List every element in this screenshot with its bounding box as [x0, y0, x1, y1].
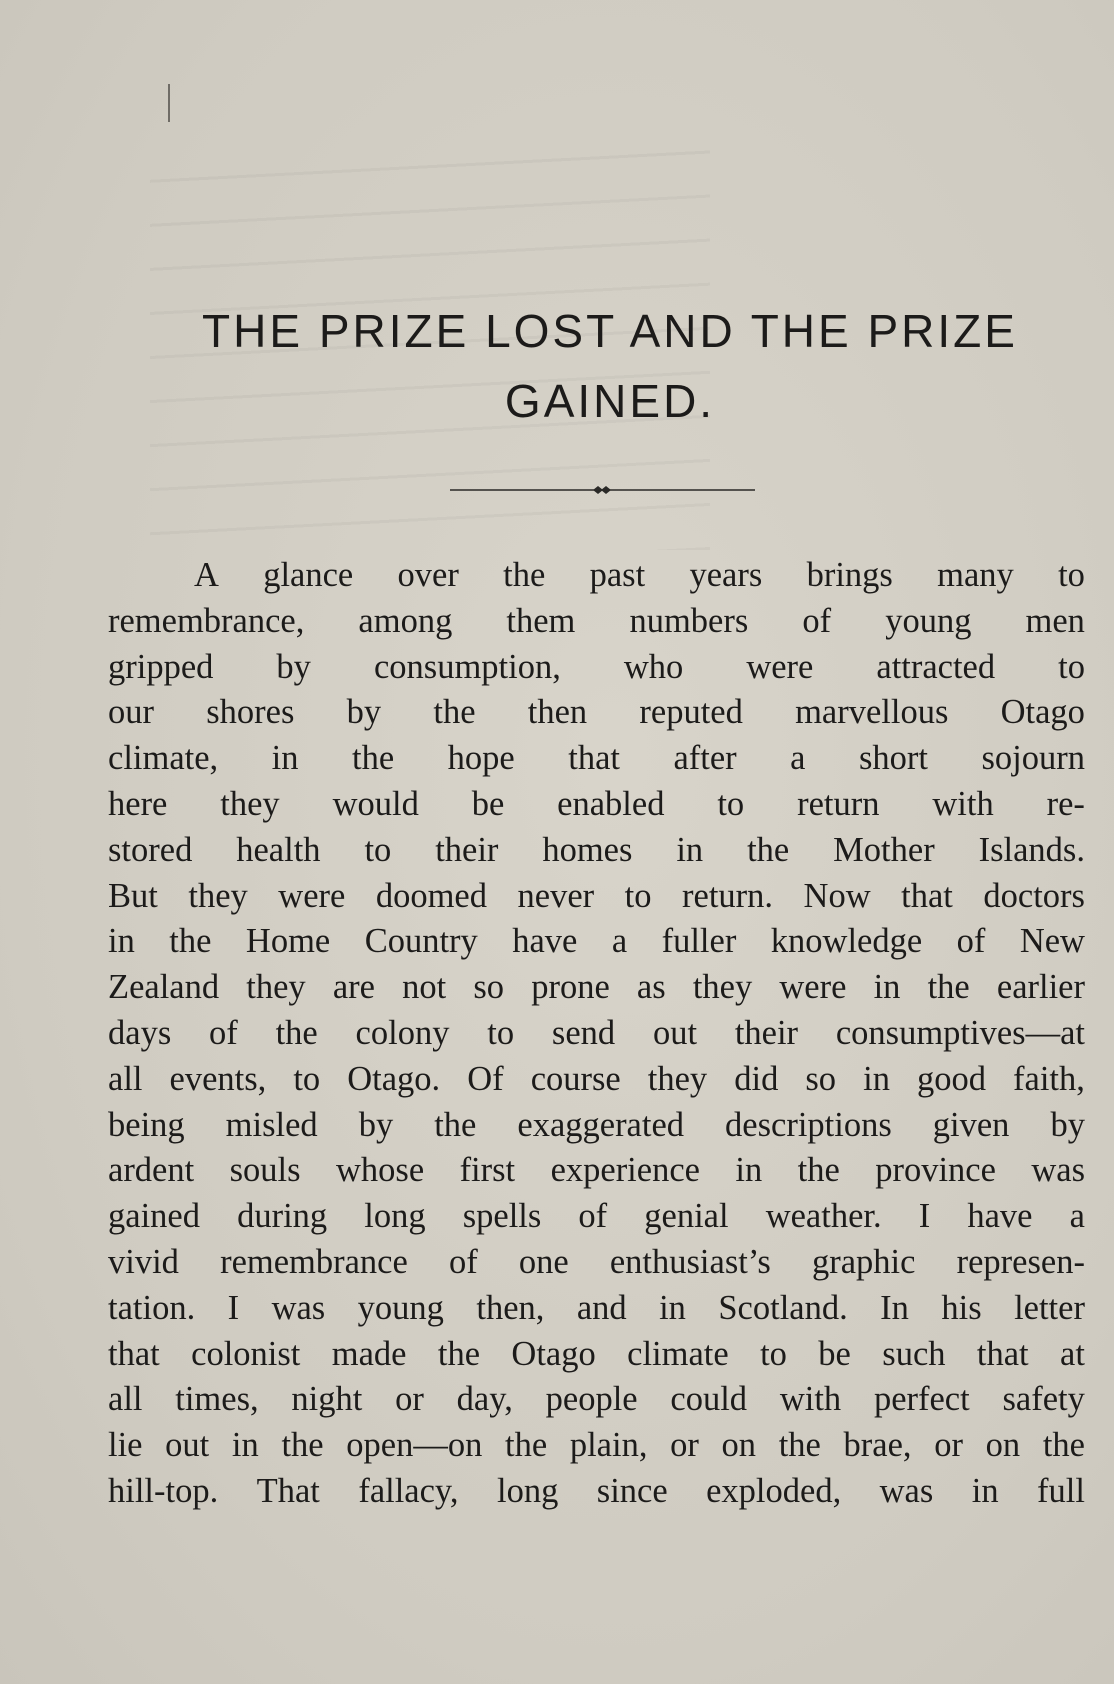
- word: perfect: [873, 1380, 970, 1419]
- word: years: [689, 556, 763, 594]
- word: ardent: [108, 1151, 195, 1190]
- word: I: [227, 1288, 240, 1327]
- word: Of: [467, 1059, 504, 1098]
- chapter-title-line-1: THE PRIZE LOST AND THE PRIZE: [202, 305, 1018, 357]
- word: tation.: [108, 1288, 196, 1327]
- word: marvellous: [795, 693, 949, 732]
- word: lie: [108, 1426, 143, 1465]
- word: in: [659, 1288, 686, 1327]
- word: send: [551, 1013, 616, 1052]
- text-line: [108, 1148, 1085, 1194]
- word: that: [976, 1334, 1029, 1373]
- word: enthusiast’s: [609, 1242, 771, 1281]
- text-line: [108, 1057, 1085, 1103]
- ornamental-rule: [450, 480, 755, 500]
- word: events,: [169, 1059, 267, 1098]
- word: in: [971, 1471, 999, 1510]
- word: after: [673, 739, 737, 778]
- word: they: [692, 968, 753, 1007]
- word: by: [346, 693, 382, 732]
- word: exaggerated: [517, 1105, 685, 1144]
- word: by: [358, 1105, 394, 1144]
- word: did: [734, 1059, 779, 1098]
- word: spells: [462, 1197, 542, 1236]
- word: shores: [206, 693, 295, 732]
- word: the: [797, 1151, 840, 1190]
- text-line: [108, 965, 1085, 1011]
- word: to: [717, 784, 745, 823]
- word: brae,: [843, 1426, 912, 1465]
- text-line: [108, 690, 1085, 736]
- word: among: [358, 601, 453, 640]
- word: a: [1069, 1197, 1085, 1236]
- word: Islands.: [978, 830, 1085, 869]
- word: New: [1019, 922, 1085, 961]
- word: or: [670, 1426, 699, 1465]
- word: gripped: [108, 647, 214, 686]
- word: have: [967, 1197, 1033, 1236]
- word: many: [937, 556, 1014, 594]
- word: a: [790, 739, 806, 778]
- word: men: [1025, 601, 1085, 640]
- word: of: [956, 922, 986, 961]
- word: the: [1042, 1426, 1085, 1465]
- word: by: [276, 647, 311, 686]
- word: the: [352, 739, 395, 778]
- word: course: [530, 1059, 621, 1098]
- word: remembrance,: [108, 601, 305, 640]
- word: attracted: [876, 647, 996, 686]
- word: by: [1050, 1105, 1085, 1144]
- word: the: [434, 1105, 477, 1144]
- word: on: [985, 1426, 1021, 1465]
- word: colonist: [191, 1334, 301, 1373]
- word: such: [882, 1334, 946, 1373]
- word: glance: [263, 556, 354, 594]
- text-line: [108, 1469, 1085, 1515]
- word: be: [818, 1334, 851, 1373]
- word: A: [194, 556, 219, 594]
- word: they: [220, 784, 280, 823]
- word: their: [734, 1013, 799, 1052]
- word: as: [636, 968, 666, 1007]
- word: at: [1060, 1334, 1085, 1373]
- word: being: [108, 1105, 185, 1144]
- word: faith,: [1013, 1059, 1085, 1098]
- word: in: [735, 1151, 763, 1190]
- word: young: [357, 1288, 444, 1327]
- word: night: [291, 1380, 363, 1419]
- word: Country: [364, 922, 478, 961]
- word: the: [503, 556, 546, 594]
- word: have: [512, 922, 578, 961]
- word: they: [246, 968, 306, 1007]
- word: consumption,: [373, 647, 561, 686]
- word: genial: [644, 1197, 729, 1236]
- word: over: [397, 556, 459, 594]
- text-line: [108, 1240, 1085, 1286]
- word: was: [271, 1288, 326, 1327]
- word: open—on: [346, 1426, 483, 1465]
- text-line: [108, 1286, 1085, 1332]
- word: Home: [245, 922, 331, 961]
- word: to: [1058, 556, 1085, 594]
- text-line: [108, 599, 1085, 645]
- word: homes: [542, 830, 633, 869]
- word: the: [169, 922, 212, 961]
- text-line: [108, 919, 1085, 965]
- word: But: [108, 876, 158, 915]
- word: weather.: [765, 1197, 882, 1236]
- word: good: [917, 1059, 986, 1098]
- word: earlier: [996, 968, 1085, 1007]
- word: consumptives—at: [835, 1013, 1085, 1052]
- body-paragraph: [108, 553, 1085, 1515]
- word: or: [934, 1426, 963, 1465]
- word: That: [256, 1471, 320, 1510]
- word: to: [487, 1013, 515, 1052]
- word: descriptions: [725, 1105, 892, 1144]
- word: in: [863, 1059, 890, 1098]
- word: day,: [456, 1380, 513, 1419]
- word: was: [1031, 1151, 1085, 1190]
- word: out: [165, 1426, 210, 1465]
- word: were: [278, 876, 346, 915]
- word: remembrance: [220, 1242, 408, 1281]
- word: plain,: [569, 1426, 648, 1465]
- word: letter: [1014, 1288, 1085, 1327]
- word: Mother: [833, 830, 935, 869]
- word: that: [108, 1334, 160, 1373]
- word: health: [236, 830, 321, 869]
- word: our: [108, 693, 154, 732]
- text-line: [108, 1011, 1085, 1057]
- word: stored: [108, 830, 193, 869]
- word: their: [435, 830, 499, 869]
- word: first: [459, 1151, 516, 1190]
- word: Now: [803, 876, 871, 915]
- word: hope: [447, 739, 515, 778]
- word: return.: [682, 876, 774, 915]
- word: or: [395, 1380, 424, 1419]
- word: climate,: [108, 739, 219, 778]
- word: souls: [229, 1151, 301, 1190]
- word: were: [779, 968, 847, 1007]
- word: of: [448, 1242, 478, 1281]
- word: Otago: [511, 1334, 596, 1373]
- word: his: [941, 1288, 982, 1327]
- word: out: [652, 1013, 698, 1052]
- text-line: [108, 1332, 1085, 1378]
- word: be: [471, 784, 505, 823]
- word: numbers: [629, 601, 749, 640]
- word: were: [746, 647, 814, 686]
- word: the: [927, 968, 970, 1007]
- word: times,: [175, 1380, 259, 1419]
- text-line: [108, 736, 1085, 782]
- word: graphic: [812, 1242, 916, 1281]
- word: so: [473, 968, 505, 1007]
- margin-mark: [168, 84, 170, 122]
- text-line: [108, 553, 1085, 599]
- word: given: [932, 1105, 1010, 1144]
- word: then,: [476, 1288, 545, 1327]
- word: misled: [225, 1105, 318, 1144]
- word: in: [108, 922, 135, 961]
- word: are: [332, 968, 375, 1007]
- word: with: [932, 784, 994, 823]
- word: to: [760, 1334, 787, 1373]
- word: the: [778, 1426, 821, 1465]
- word: made: [331, 1334, 407, 1373]
- word: to: [364, 830, 392, 869]
- word: doomed: [375, 876, 487, 915]
- word: long: [364, 1197, 426, 1236]
- word: in: [676, 830, 704, 869]
- word: of: [209, 1013, 238, 1052]
- word: the: [747, 830, 790, 869]
- text-line: [108, 1194, 1085, 1240]
- word: prone: [531, 968, 610, 1007]
- word: who: [623, 647, 684, 686]
- word: whose: [335, 1151, 425, 1190]
- word: so: [805, 1059, 837, 1098]
- word: a: [611, 922, 628, 961]
- word: not: [402, 968, 447, 1007]
- word: to: [293, 1059, 321, 1098]
- word: long: [497, 1471, 559, 1510]
- chapter-title-line-2: GAINED.: [504, 375, 716, 427]
- word: young: [885, 601, 972, 640]
- word: sojourn: [981, 739, 1085, 778]
- word: Zealand: [108, 968, 220, 1007]
- word: experience: [550, 1151, 700, 1190]
- word: that: [568, 739, 620, 778]
- word: In: [880, 1288, 909, 1327]
- word: the: [281, 1426, 324, 1465]
- word: in: [271, 739, 299, 778]
- word: represen-: [956, 1242, 1085, 1281]
- chapter-title: [110, 296, 1110, 436]
- word: to: [1058, 647, 1085, 686]
- word: the: [275, 1013, 318, 1052]
- word: on: [721, 1426, 757, 1465]
- word: was: [879, 1471, 934, 1510]
- word: they: [188, 876, 248, 915]
- word: them: [506, 601, 576, 640]
- word: short: [859, 739, 928, 778]
- word: gained: [108, 1197, 200, 1236]
- word: doctors: [983, 876, 1085, 915]
- word: they: [647, 1059, 708, 1098]
- word: the: [433, 693, 476, 732]
- text-line: [108, 782, 1085, 828]
- word: exploded,: [706, 1471, 842, 1510]
- word: here: [108, 784, 168, 823]
- word: and: [576, 1288, 627, 1327]
- word: of: [578, 1197, 608, 1236]
- word: one: [518, 1242, 569, 1281]
- text-line: [108, 1103, 1085, 1149]
- word: would: [332, 784, 419, 823]
- word: all: [108, 1059, 143, 1098]
- text-line: [108, 645, 1085, 691]
- word: since: [596, 1471, 668, 1510]
- word: enabled: [557, 784, 665, 823]
- word: return: [797, 784, 880, 823]
- word: to: [624, 876, 652, 915]
- word: during: [237, 1197, 328, 1236]
- word: people: [545, 1380, 638, 1419]
- word: full: [1037, 1471, 1085, 1510]
- word: Otago.: [347, 1059, 441, 1098]
- word: Scotland.: [718, 1288, 848, 1327]
- word: the: [505, 1426, 548, 1465]
- word: with: [779, 1380, 842, 1419]
- word: re-: [1046, 784, 1085, 823]
- word: climate: [627, 1334, 729, 1373]
- word: brings: [806, 556, 893, 594]
- text-line: [108, 1423, 1085, 1469]
- word: that: [901, 876, 953, 915]
- word: past: [589, 556, 646, 594]
- word: never: [517, 876, 595, 915]
- text-line: [108, 828, 1085, 874]
- word: safety: [1002, 1380, 1085, 1419]
- word: province: [875, 1151, 996, 1190]
- word: in: [231, 1426, 259, 1465]
- word: in: [873, 968, 901, 1007]
- word: hill-top.: [108, 1471, 219, 1510]
- word: vivid: [108, 1242, 179, 1281]
- word: fallacy,: [358, 1471, 459, 1510]
- word: the: [437, 1334, 481, 1373]
- text-line: [108, 1377, 1085, 1423]
- word: all: [108, 1380, 143, 1419]
- text-line: [108, 874, 1085, 920]
- word: could: [670, 1380, 748, 1419]
- word: colony: [355, 1013, 450, 1052]
- word: days: [108, 1013, 172, 1052]
- word: reputed: [639, 693, 743, 732]
- word: I: [918, 1197, 931, 1236]
- word: of: [802, 601, 832, 640]
- word: knowledge: [770, 922, 923, 961]
- word: fuller: [661, 922, 737, 961]
- word: then: [527, 693, 588, 732]
- word: Otago: [1000, 693, 1085, 732]
